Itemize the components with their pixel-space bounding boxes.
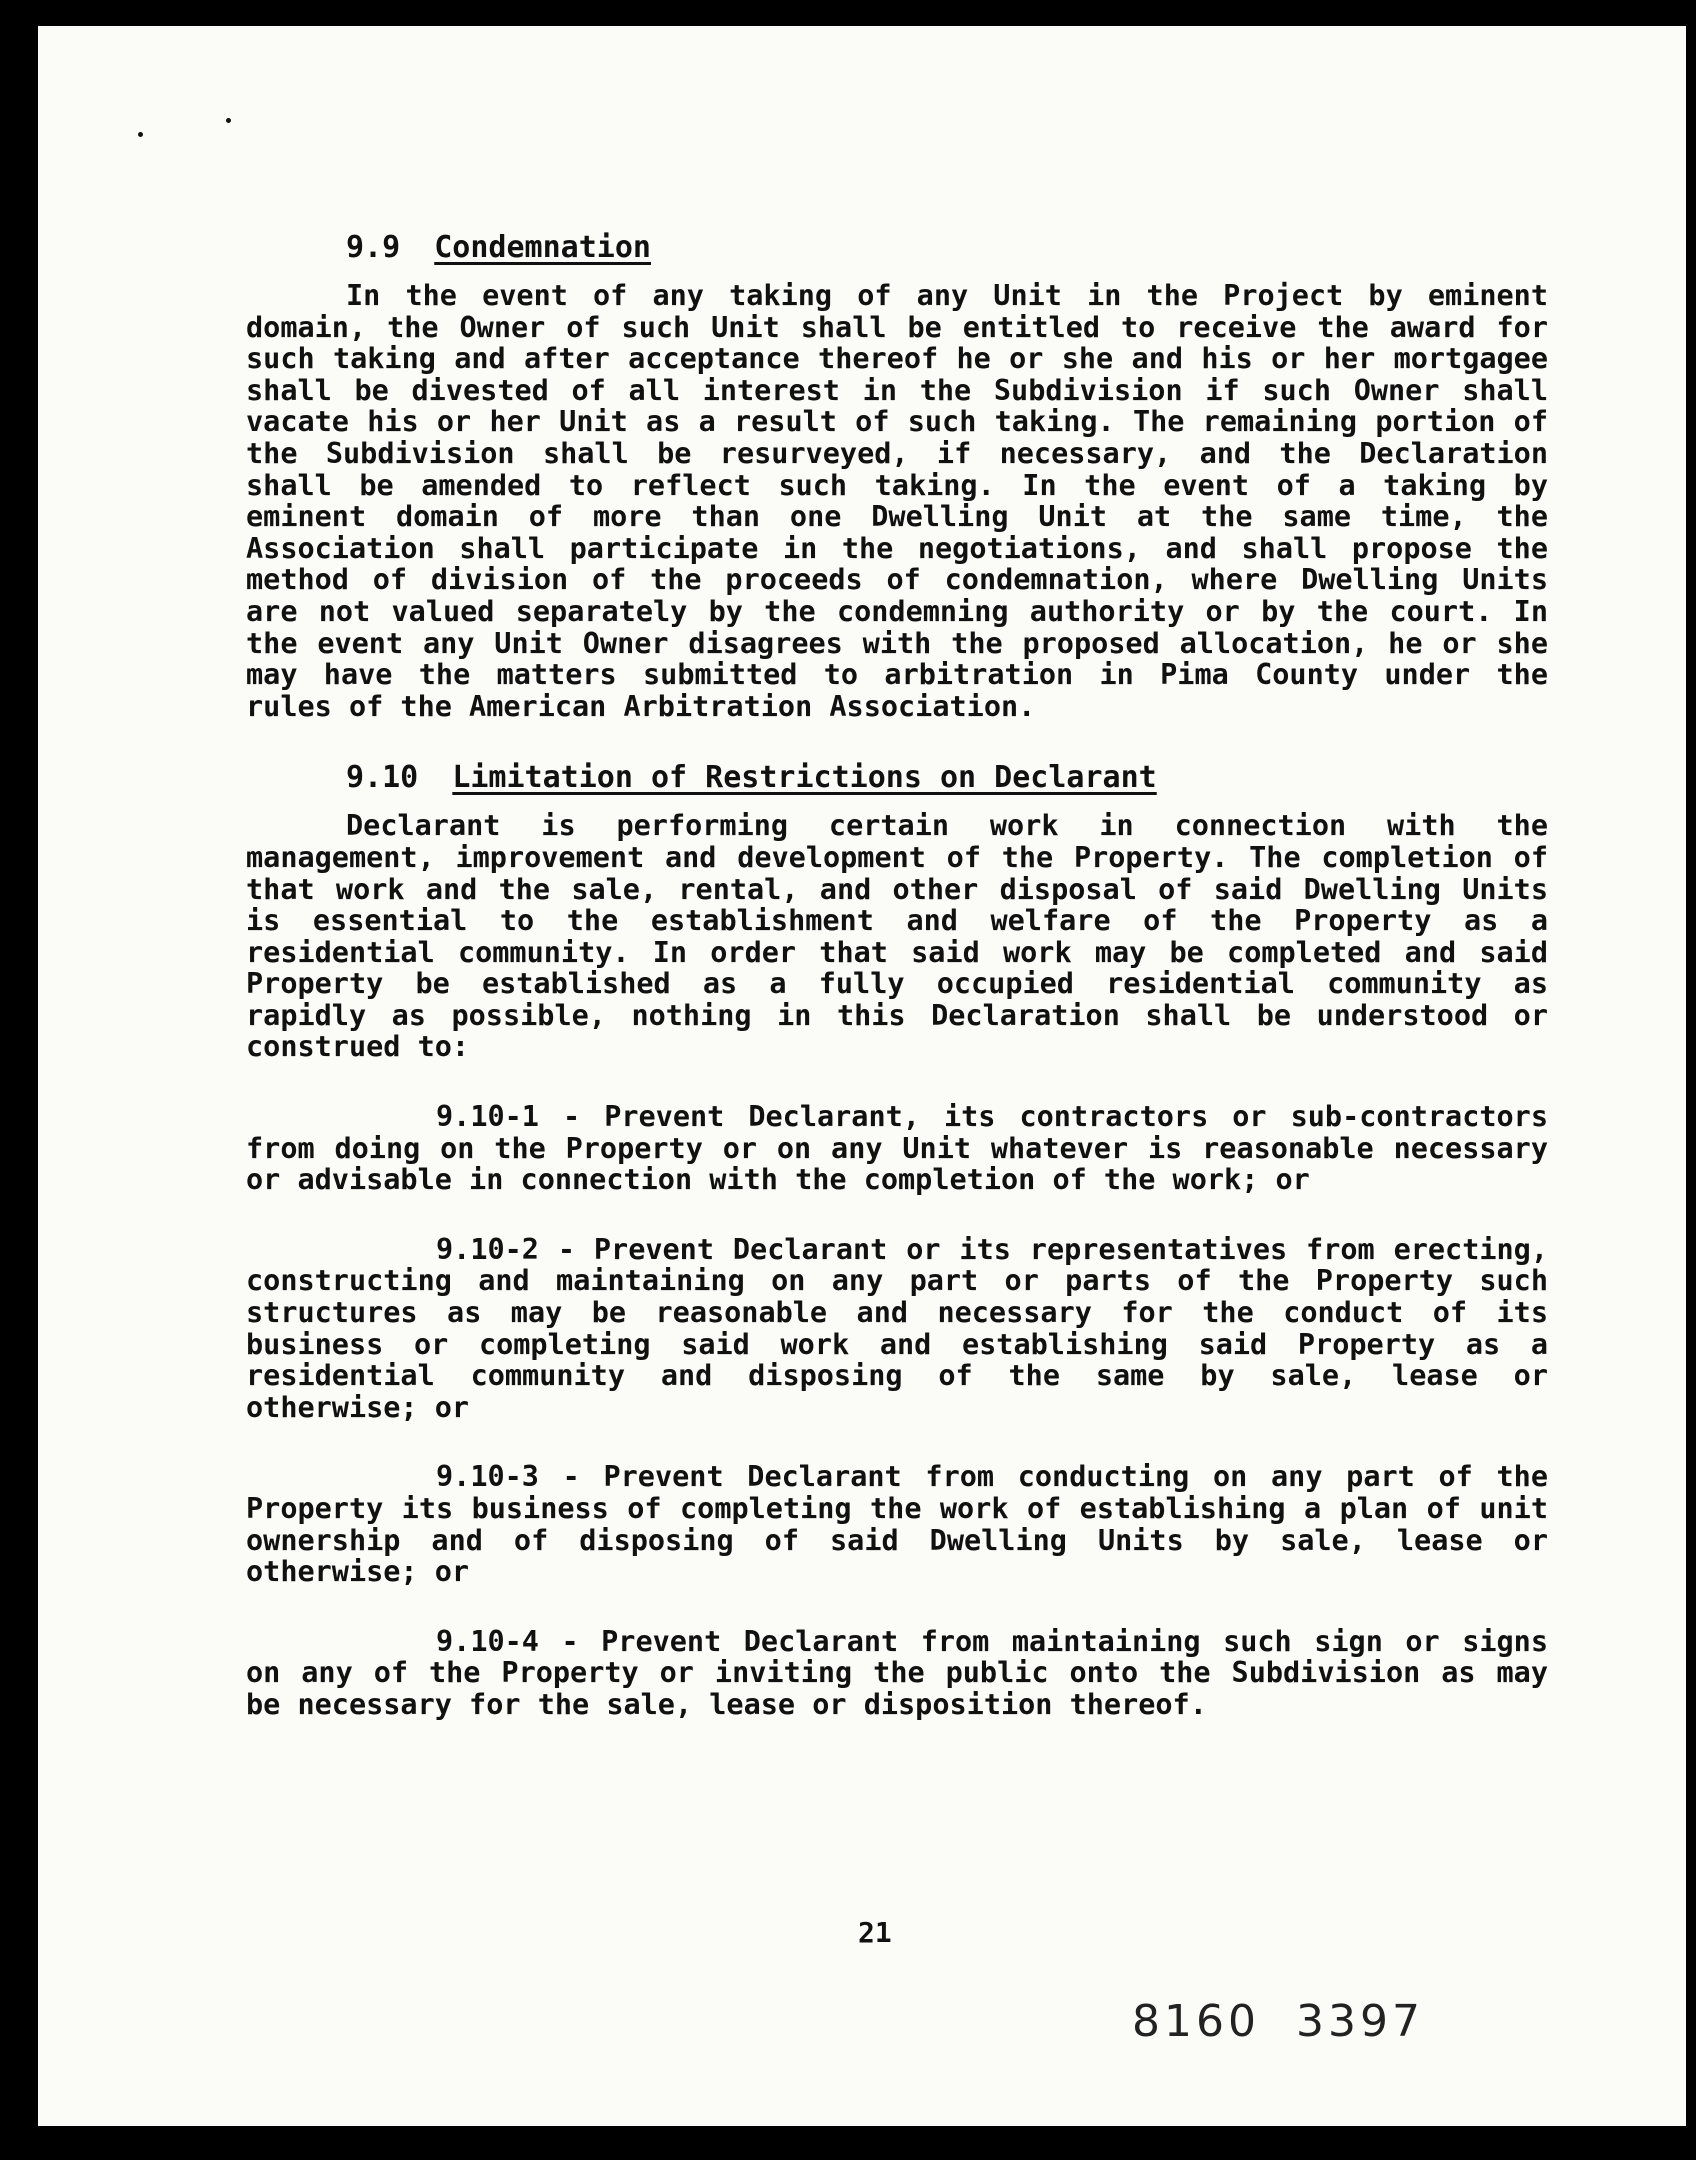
section-number: 9.9 — [346, 230, 401, 265]
subparagraph-9-10-2: 9.10-2 - Prevent Declarant or its representatives from erecting, constructing and maintaining on any part or parts of the Property such structures as may be reasonable and necessary for the conduct of its business or completing said work and establishing said Property as a residential community and disposing of the same by sale, lease or otherwise; or — [246, 1232, 1548, 1424]
scan-speck — [138, 132, 143, 137]
section-heading-9-9 — [246, 230, 1548, 266]
section-heading-9-10 — [246, 760, 1548, 796]
limitation-paragraph: Declarant is performing certain work in connection with the management, improvement and development of the Property. The completion of that work and the sale, rental, and other disposal of said Dwelling Units is essential to the establishment and welfare of the Property as a residential community. In order that said work may be completed and said Property be established as a fully occupied residential community as rapidly as possible, nothing in this Declaration shall be understood or construed to: — [246, 809, 1548, 1064]
document-id-stamp: 8160 3397 — [1132, 1996, 1424, 2047]
scan-speck — [226, 118, 231, 123]
document-page — [38, 26, 1686, 2126]
condemnation-paragraph: In the event of any taking of any Unit in the Project by eminent domain, the Owner of such Unit shall be entitled to receive the award for such taking and after acceptance thereof he or she and his or her mortgagee shall be divested of all interest in the Subdivision if such Owner shall vacate his or her Unit as a result of such taking. The remaining portion of the Subdivision shall be resurveyed, if necessary, and the Declaration shall be amended to reflect such taking. In the event of a taking by eminent domain of more than one Dwelling Unit at the same time, the Association shall participate in the negotiations, and shall propose the method of division of the proceeds of condemnation, where Dwelling Units are not valued separately by the condemning authority or by the court. In the event any Unit Owner disagrees with the proposed allocation, he or she may have the matters submitted to arbitration in Pima County under the rules of the American Arbitration Association. — [246, 279, 1548, 723]
document-body — [246, 206, 1548, 1759]
section-number: 9.10 — [346, 760, 419, 796]
subparagraph-9-10-1: 9.10-1 - Prevent Declarant, its contractors or sub-contractors from doing on the Property or on any Unit whatever is reasonable necessary or advisable in connection with the completion of the work; or — [246, 1100, 1548, 1197]
page-number: 21 — [858, 1916, 892, 1949]
subparagraph-9-10-4: 9.10-4 - Prevent Declarant from maintaining such sign or signs on any of the Property or inviting the public onto the Subdivision as may be necessary for the sale, lease or disposition thereof. — [246, 1624, 1548, 1721]
subparagraph-9-10-3: 9.10-3 - Prevent Declarant from conducting on any part of the Property its business of completing the work of establishing a plan of unit ownership and of disposing of said Dwelling Units by sale, lease or otherwise; or — [246, 1460, 1548, 1589]
section-title: Condemnation — [434, 230, 651, 265]
section-title: Limitation of Restrictions on Declarant — [452, 760, 1157, 796]
